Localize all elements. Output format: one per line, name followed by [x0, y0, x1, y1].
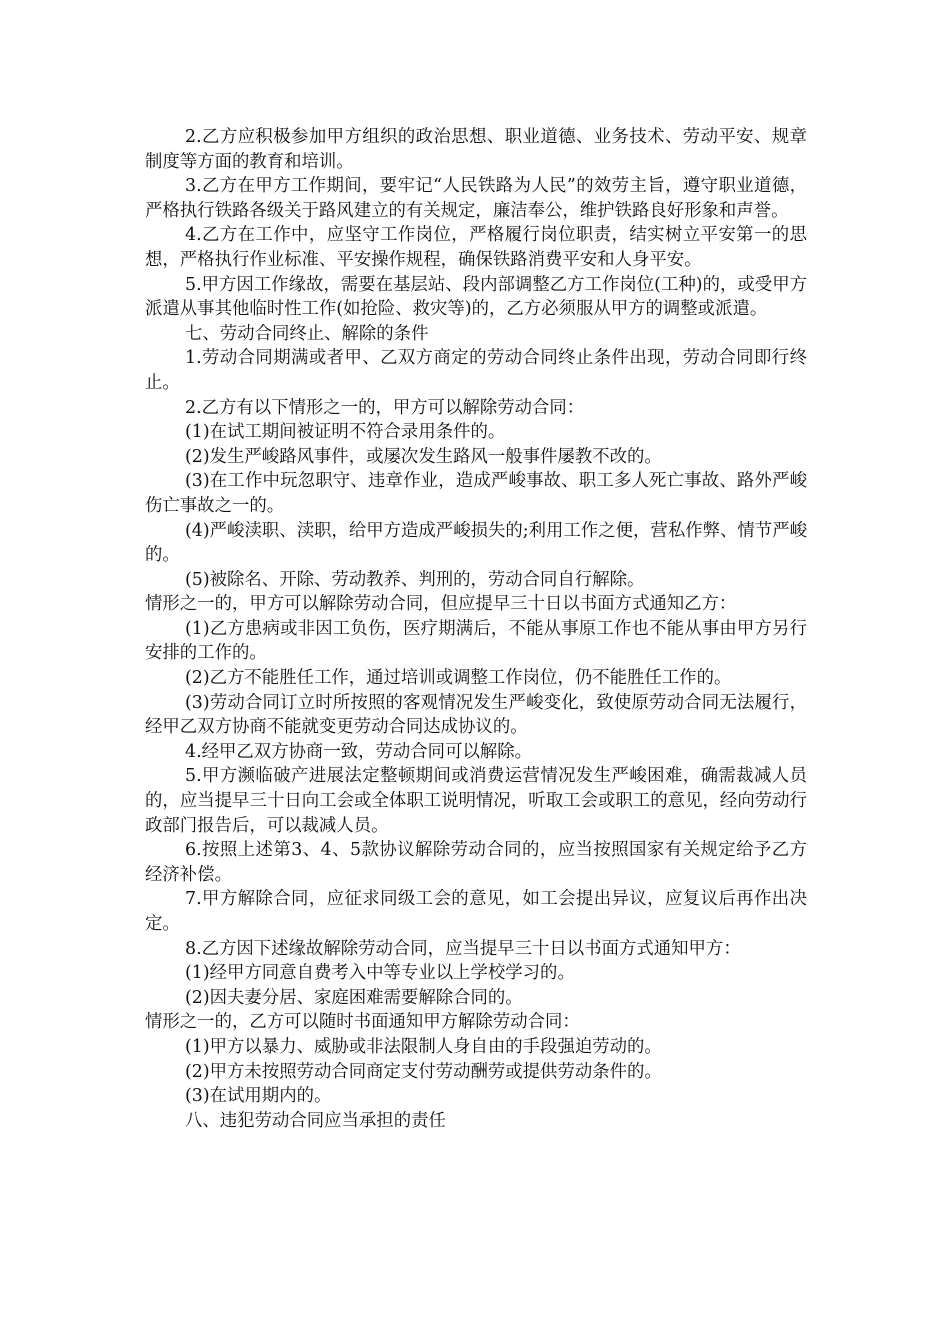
clause-7-7-union-opinion: 7.甲方解除合同，应征求同级工会的意见，如工会提出异议，应复议后再作出决定。 [145, 889, 807, 934]
list-item: (2)发生严峻路风事件，或屡次发生路风一般事件屡教不改的。 [185, 446, 662, 467]
notice-dismissal-intro: 情形之一的，甲方可以解除劳动合同，但应提早三十日以书面方式通知乙方： [145, 594, 737, 615]
clause-7-2-dismissal-conditions: 2.乙方有以下情形之一的，甲方可以解除劳动合同： [185, 397, 585, 418]
list-item: (3)在工作中玩忽职守、违章作业，造成严峻事故、职工多人死亡事故、路外严峻伤亡事故之一的。 [145, 471, 807, 516]
list-item: (1)甲方以暴力、威胁或非法限制人身自由的手段强迫劳动的。 [185, 1036, 662, 1057]
section-heading-7: 七、劳动合同终止、解除的条件 [185, 323, 429, 344]
document-body [145, 125, 807, 1133]
clause-5-reassignment: 5.甲方因工作缘故，需要在基层站、段内部调整乙方工作岗位(工种)的，或受甲方派遣从事其他临时性工作(如抢险、救灾等)的，乙方必须服从甲方的调整或派遣。 [145, 274, 807, 320]
list-item: (4)严峻渎职、渎职，给甲方造成严峻损失的;利用工作之便，营私作弊、情节严峻的。 [145, 520, 807, 566]
clause-3-professional-ethics: 3.乙方在甲方工作期间，要牢记“人民铁路为人民”的效劳主旨，遵守职业道德，严格执行铁路各级关于路风建立的有关规定，廉洁奉公，维护铁路良好形象和声誉。 [145, 176, 807, 221]
clause-7-8-employee-resignation: 8.乙方因下述缘故解除劳动合同，应当提早三十日以书面方式通知甲方： [185, 938, 741, 959]
list-item: (1)经甲方同意自费考入中等专业以上学校学习的。 [185, 963, 575, 984]
clause-7-5-layoffs: 5.甲方濒临破产进展法定整顿期间或消费运营情况发生严峻困难，确需裁减人员的，应当提早三十日向工会或全体职工说明情况，听取工会或职工的意见，经向劳动行政部门报告后，可以裁减人员。 [145, 766, 807, 836]
clause-7-6-compensation: 6.按照上述第3、4、5款协议解除劳动合同的，应当按照国家有关规定给予乙方经济补偿。 [145, 840, 807, 885]
section-heading-8: 八、违犯劳动合同应当承担的责任 [185, 1110, 446, 1131]
immediate-resignation-intro: 情形之一的，乙方可以随时书面通知甲方解除劳动合同： [145, 1012, 580, 1033]
list-item: (1)在试工期间被证明不符合录用条件的。 [185, 422, 506, 443]
clause-4-job-duty: 4.乙方在工作中，应坚守工作岗位，严格履行岗位职责，结实树立平安第一的思想，严格执行作业标准、平安操作规程，确保铁路消费平安和人身平安。 [145, 225, 807, 270]
list-item: (1)乙方患病或非因工负伤，医疗期满后，不能从事原工作也不能从事由甲方另行安排的工作的。 [145, 618, 807, 664]
clause-7-4-mutual-agreement: 4.经甲乙双方协商一致，劳动合同可以解除。 [185, 741, 533, 762]
list-item: (5)被除名、开除、劳动教养、判刑的，劳动合同自行解除。 [185, 569, 645, 590]
list-item: (3)在试用期内的。 [185, 1086, 332, 1107]
list-item: (2)甲方未按照劳动合同商定支付劳动酬劳或提供劳动条件的。 [185, 1061, 662, 1082]
list-item: (2)乙方不能胜任工作，通过培训或调整工作岗位，仍不能胜任工作的。 [185, 668, 732, 689]
list-item: (3)劳动合同订立时所按照的客观情况发生严峻变化，致使原劳动合同无法履行，经甲乙双方协商不能就变更劳动合同达成协议的。 [145, 692, 807, 738]
list-item: (2)因夫妻分居、家庭困难需要解除合同的。 [185, 987, 523, 1008]
clause-2-education: 2.乙方应积极参加甲方组织的政治思想、职业道德、业务技术、劳动平安、规章制度等方面的教育和培训。 [145, 127, 807, 172]
clause-7-1-termination: 1.劳动合同期满或者甲、乙双方商定的劳动合同终止条件出现，劳动合同即行终止。 [145, 348, 807, 393]
